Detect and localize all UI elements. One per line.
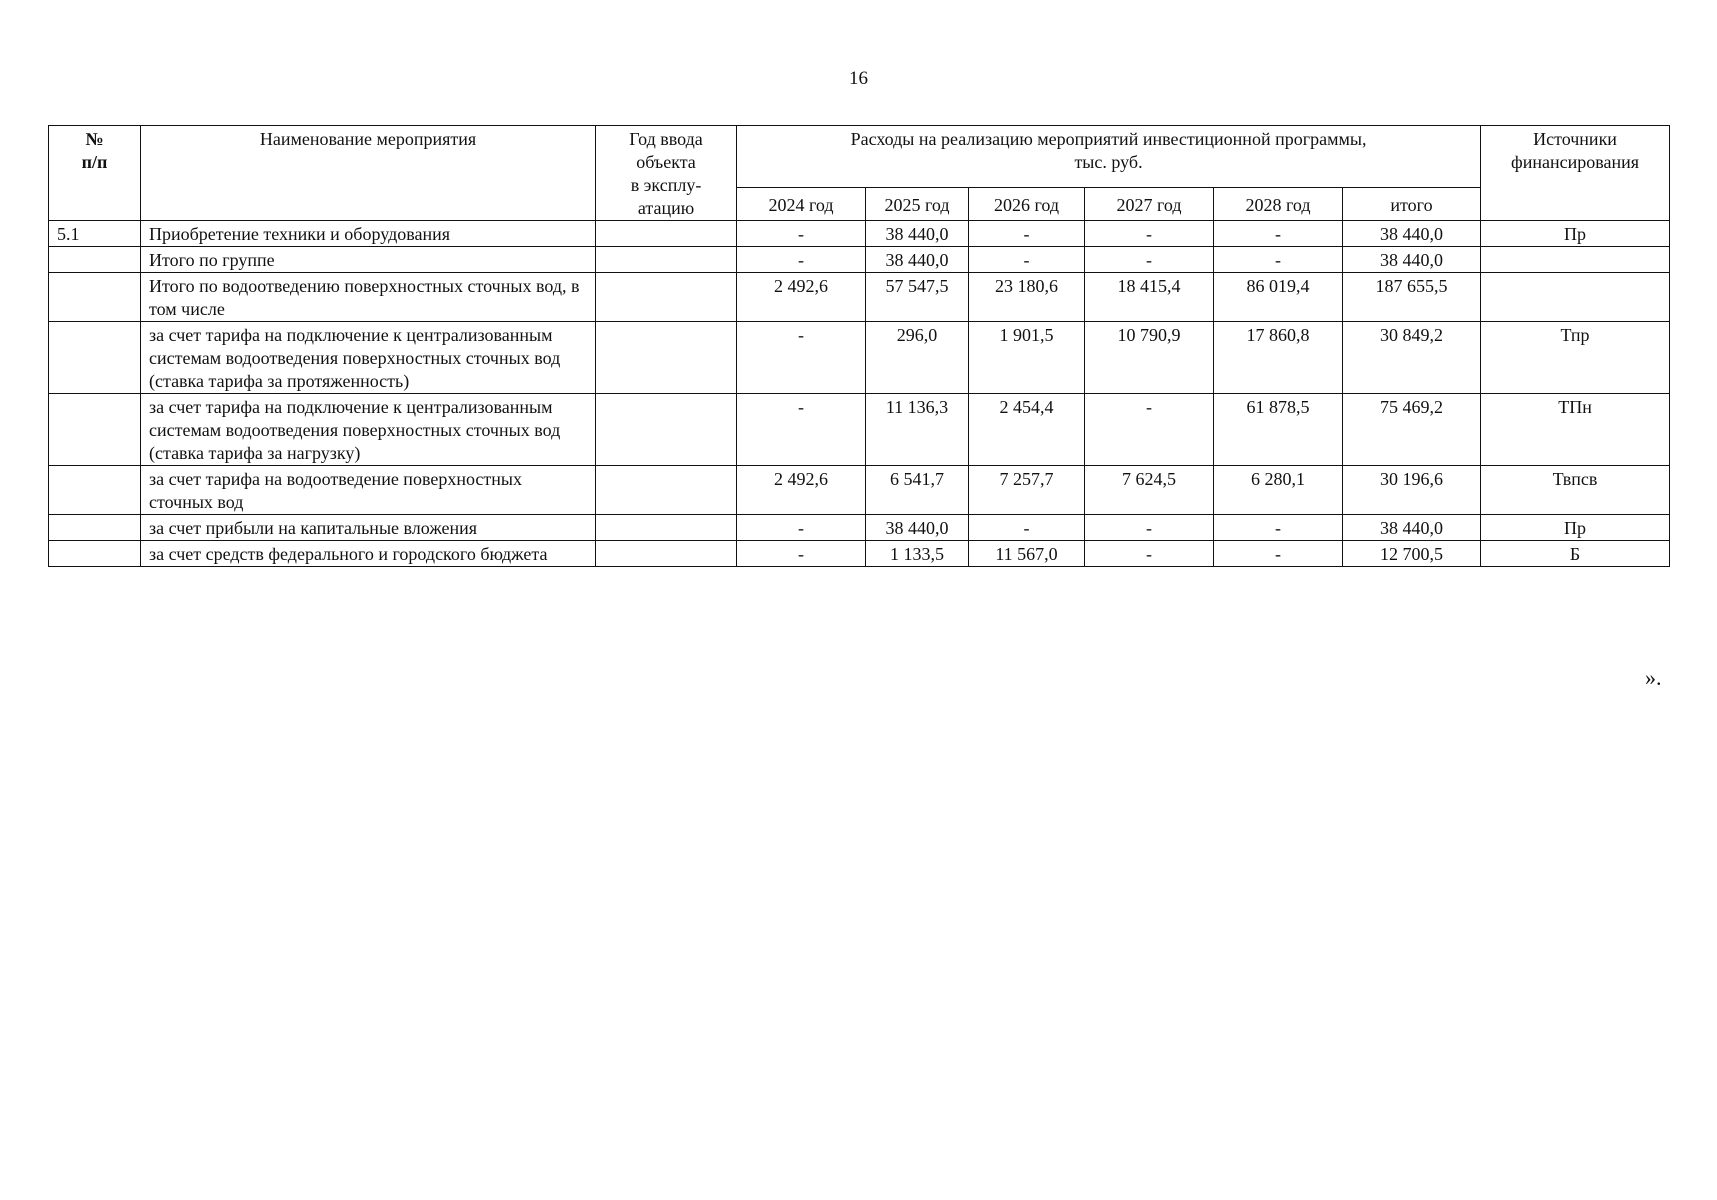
row-name: Итого по водоотведению поверхностных сточных вод, в том числе <box>141 273 596 322</box>
row-value-5: 30 196,6 <box>1343 466 1481 515</box>
row-value-4: 6 280,1 <box>1214 466 1343 515</box>
row-commission-year <box>596 322 737 394</box>
row-value-0: 2 492,6 <box>737 466 866 515</box>
row-value-1: 6 541,7 <box>866 466 969 515</box>
row-value-5: 38 440,0 <box>1343 247 1481 273</box>
row-value-1: 1 133,5 <box>866 541 969 567</box>
row-name: за счет средств федерального и городского бюджета <box>141 541 596 567</box>
row-value-3: - <box>1085 247 1214 273</box>
row-name: за счет тарифа на подключение к централизованным системам водоотведения поверхностных сточных вод (ставка тарифа за нагрузку) <box>141 394 596 466</box>
header-expenses: Расходы на реализацию мероприятий инвестиционной программы, тыс. руб. <box>737 126 1481 188</box>
row-commission-year <box>596 394 737 466</box>
row-number <box>49 394 141 466</box>
row-commission-year <box>596 273 737 322</box>
table-row <box>49 273 1670 322</box>
row-number <box>49 247 141 273</box>
header-year-1: 2025 год <box>866 188 969 221</box>
row-value-5: 30 849,2 <box>1343 322 1481 394</box>
header-sources: Источники финансирования <box>1481 126 1670 221</box>
row-commission-year <box>596 247 737 273</box>
row-name: Итого по группе <box>141 247 596 273</box>
page-number: 16 <box>849 68 868 89</box>
row-commission-year <box>596 221 737 247</box>
row-value-0: - <box>737 221 866 247</box>
row-source: Пр <box>1481 515 1670 541</box>
header-number: № п/п <box>49 126 141 221</box>
table-row <box>49 466 1670 515</box>
row-value-3: 18 415,4 <box>1085 273 1214 322</box>
row-value-3: - <box>1085 394 1214 466</box>
row-value-4: 61 878,5 <box>1214 394 1343 466</box>
row-value-1: 38 440,0 <box>866 515 969 541</box>
header-name: Наименование мероприятия <box>141 126 596 221</box>
table-body <box>49 221 1670 567</box>
table-row <box>49 322 1670 394</box>
row-value-3: - <box>1085 515 1214 541</box>
row-value-1: 57 547,5 <box>866 273 969 322</box>
row-value-1: 38 440,0 <box>866 221 969 247</box>
header-year-2: 2026 год <box>969 188 1085 221</box>
row-value-0: - <box>737 515 866 541</box>
row-name: за счет тарифа на водоотведение поверхностных сточных вод <box>141 466 596 515</box>
row-value-5: 12 700,5 <box>1343 541 1481 567</box>
row-value-1: 11 136,3 <box>866 394 969 466</box>
header-year-5: итого <box>1343 188 1481 221</box>
row-source <box>1481 247 1670 273</box>
row-value-2: - <box>969 221 1085 247</box>
row-source: Тпр <box>1481 322 1670 394</box>
row-value-2: 23 180,6 <box>969 273 1085 322</box>
row-value-3: - <box>1085 541 1214 567</box>
closing-quote: ». <box>1645 665 1662 690</box>
row-number <box>49 322 141 394</box>
row-value-0: - <box>737 541 866 567</box>
row-name: за счет тарифа на подключение к централизованным системам водоотведения поверхностных сточных вод (ставка тарифа за протяженность) <box>141 322 596 394</box>
row-value-3: - <box>1085 221 1214 247</box>
table-row <box>49 541 1670 567</box>
table-row <box>49 247 1670 273</box>
row-commission-year <box>596 466 737 515</box>
row-value-2: - <box>969 515 1085 541</box>
row-value-4: - <box>1214 541 1343 567</box>
header-year-4: 2028 год <box>1214 188 1343 221</box>
row-commission-year <box>596 515 737 541</box>
row-value-3: 7 624,5 <box>1085 466 1214 515</box>
row-commission-year <box>596 541 737 567</box>
row-value-0: - <box>737 322 866 394</box>
table-row <box>49 394 1670 466</box>
row-source: Б <box>1481 541 1670 567</box>
row-value-2: - <box>969 247 1085 273</box>
row-value-1: 38 440,0 <box>866 247 969 273</box>
row-value-2: 1 901,5 <box>969 322 1085 394</box>
row-name: за счет прибыли на капитальные вложения <box>141 515 596 541</box>
row-value-4: - <box>1214 221 1343 247</box>
row-value-0: - <box>737 247 866 273</box>
row-number <box>49 541 141 567</box>
row-source: Пр <box>1481 221 1670 247</box>
row-number <box>49 515 141 541</box>
row-value-4: - <box>1214 247 1343 273</box>
row-value-5: 38 440,0 <box>1343 515 1481 541</box>
row-value-4: 86 019,4 <box>1214 273 1343 322</box>
investment-table <box>48 125 1670 567</box>
row-value-0: 2 492,6 <box>737 273 866 322</box>
row-value-2: 11 567,0 <box>969 541 1085 567</box>
header-year-0: 2024 год <box>737 188 866 221</box>
row-number <box>49 273 141 322</box>
row-source: Твпсв <box>1481 466 1670 515</box>
row-value-5: 187 655,5 <box>1343 273 1481 322</box>
row-source: ТПн <box>1481 394 1670 466</box>
row-number <box>49 466 141 515</box>
table-row <box>49 221 1670 247</box>
row-value-5: 75 469,2 <box>1343 394 1481 466</box>
row-value-4: - <box>1214 515 1343 541</box>
row-value-2: 7 257,7 <box>969 466 1085 515</box>
header-year-commission: Год ввода объекта в эксплу- атацию <box>596 126 737 221</box>
row-value-3: 10 790,9 <box>1085 322 1214 394</box>
row-number: 5.1 <box>49 221 141 247</box>
table-header <box>49 126 1670 221</box>
header-year-3: 2027 год <box>1085 188 1214 221</box>
row-source <box>1481 273 1670 322</box>
row-value-1: 296,0 <box>866 322 969 394</box>
row-value-2: 2 454,4 <box>969 394 1085 466</box>
row-value-0: - <box>737 394 866 466</box>
row-value-5: 38 440,0 <box>1343 221 1481 247</box>
row-name: Приобретение техники и оборудования <box>141 221 596 247</box>
table-row <box>49 515 1670 541</box>
row-value-4: 17 860,8 <box>1214 322 1343 394</box>
